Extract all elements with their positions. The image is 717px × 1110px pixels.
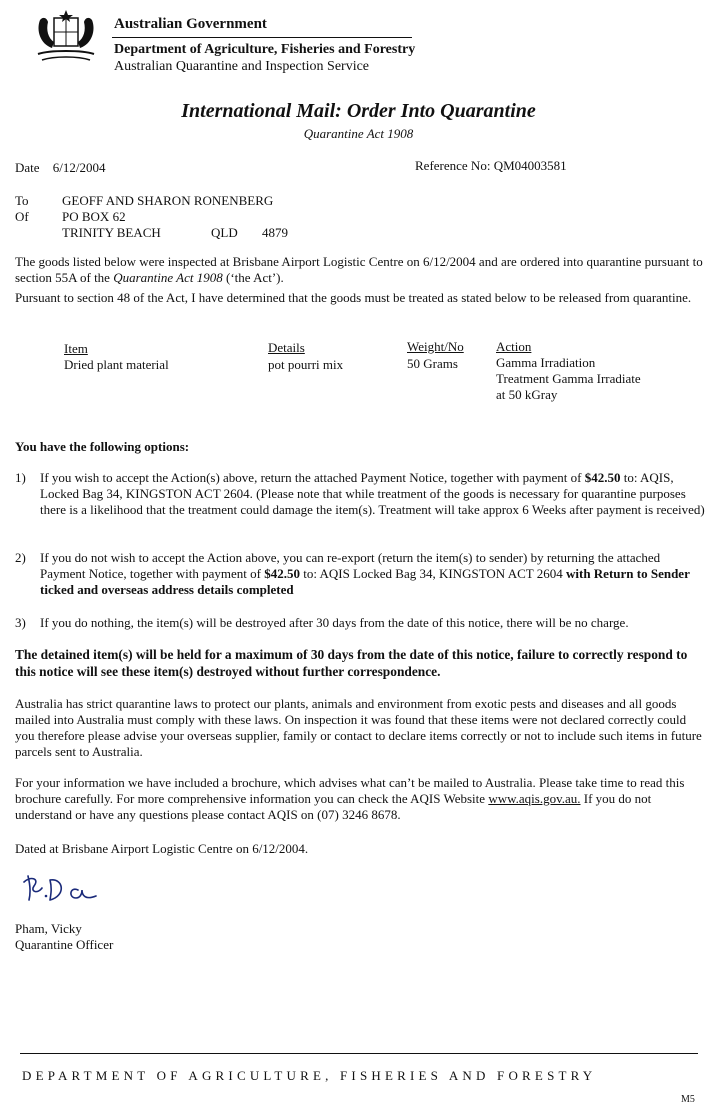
to-label: To [15,193,29,208]
coat-of-arms-icon [30,8,102,66]
recipient-postcode: 4879 [262,225,288,240]
option-number: 1) [15,470,26,485]
col-header-action: Action [496,339,532,354]
government-name: Australian Government [114,16,267,32]
col-header-details: Details [268,340,305,355]
goods-details: pot pourri mix [268,357,344,372]
recipient-address: PO BOX 62 [62,209,126,224]
reference-label: Reference No: [415,158,491,173]
officer-name: Pham, Vicky [15,921,82,936]
laws-paragraph: Australia has strict quarantine laws to protect our plants, animals and environment from exotic pests and diseases and all goods mailed into Australia must comply with these laws. On inspection it was found that these items were not declared correctly could you therefore please advise your overseas supplier, family or contact to declare items correctly or not to include such items in future parcels sent to Australia. [15,696,702,759]
footer-department: DEPARTMENT OF AGRICULTURE, FISHERIES AND FORESTRY [22,1068,597,1083]
goods-weight: 50 Grams [407,356,458,371]
footer-divider [20,1053,698,1054]
option-3-text: If you do nothing, the item(s) will be destroyed after 30 days from the date of this notice, there will be no charge. [40,615,629,630]
goods-item: Dried plant material [64,357,169,372]
department-name: Department of Agriculture, Fisheries and Forestry [114,42,416,57]
option-number: 3) [15,615,26,630]
intro-paragraph-1: The goods listed below were inspected at Brisbane Airport Logistic Centre on 6/12/2004 and are ordered into quarantine pursuant to section 55A of the Quarantine Act 1908 (‘the Act’). [15,254,703,285]
aqis-website-link[interactable]: www.aqis.gov.au. [488,791,581,806]
col-header-weight: Weight/No [407,339,464,354]
info-paragraph: For your information we have included a brochure, which advises what can’t be mailed to Australia. Please take time to read this brochure carefully. For more comprehensive information you can check the AQIS Website www.aqis.gov.au. If you do not understand or have any questions please contact AQIS on (07) 3246 8678. [15,775,685,822]
reference-value: QM04003581 [493,158,567,173]
document-subtitle: Quarantine Act 1908 [303,126,414,141]
option-1-text: If you wish to accept the Action(s) above, return the attached Payment Notice, together with payment of $42.50 to: AQIS, Locked Bag 34, KINGSTON ACT 2604. (Please note that while treatment of the goods is necessary for quarantine purposes there is a likelihood that the treatment could damage the item(s). Treatment will take approx 6 Weeks after payment is received) [40,470,705,517]
option-2-text: If you do not wish to accept the Action above, you can re-export (return the item(s) to sender) by returning the attached Payment Notice, together with payment of $42.50 to: AQIS Locked Bag 34, KINGSTON ACT 2604 with Return to Sender ticked and overseas address details completed [40,550,690,597]
intro-paragraph-2: Pursuant to section 48 of the Act, I have determined that the goods must be treated as stated below to be released from quarantine. [15,290,692,305]
document-title: International Mail: Order Into Quarantine [181,100,536,122]
signature-icon [20,870,100,908]
of-label: Of [15,209,29,224]
header-divider [112,37,412,38]
recipient-suburb: TRINITY BEACH [62,225,161,240]
service-name: Australian Quarantine and Inspection Service [114,59,370,74]
col-header-item: Item [64,341,88,356]
reference-row [415,158,567,174]
recipient-state: QLD [211,225,238,240]
date-label: Date [15,160,40,175]
goods-action-line: Gamma Irradiation [496,355,596,370]
officer-role: Quarantine Officer [15,937,114,952]
warning-paragraph: The detained item(s) will be held for a maximum of 30 days from the date of this notice, failure to correctly respond to this notice will see these item(s) destroyed without further correspondence. [15,647,688,679]
date-row [15,160,106,176]
form-code: M5 [681,1094,695,1105]
goods-action-line: Treatment Gamma Irradiate [496,371,641,386]
dated-line: Dated at Brisbane Airport Logistic Centre on 6/12/2004. [15,841,309,856]
recipient-name: GEOFF AND SHARON RONENBERG [62,193,274,208]
option-number: 2) [15,550,26,565]
options-heading: You have the following options: [15,439,190,454]
date-value: 6/12/2004 [52,160,106,175]
goods-action-line: at 50 kGray [496,387,558,402]
